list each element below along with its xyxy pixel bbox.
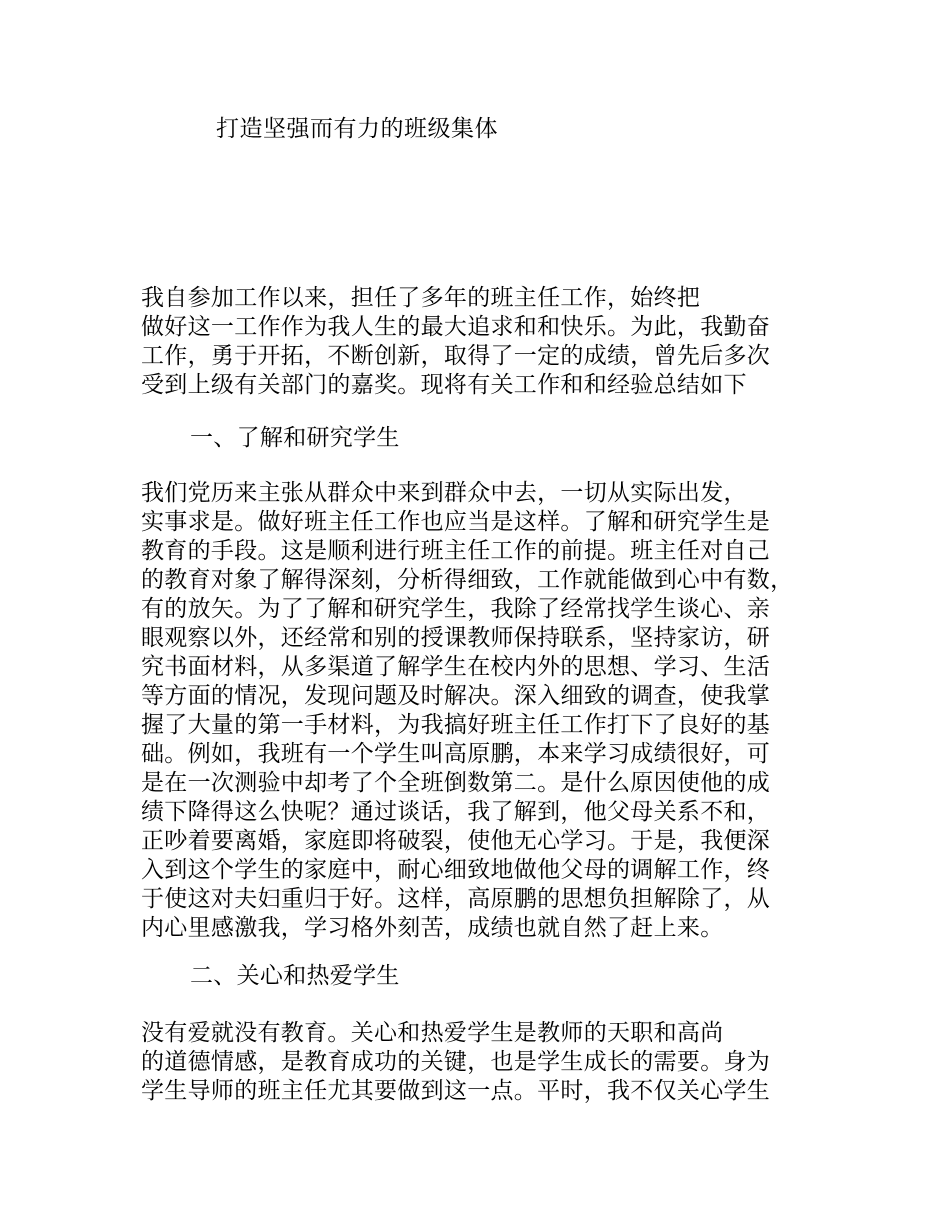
section-2-paragraph (141, 1019, 841, 1106)
paragraph-line: 没有爱就没有教育。关心和热爱学生是教师的天职和高尚 (141, 1020, 724, 1046)
paragraph-line: 我们党历来主张从群众中来到群众中去，一切从实际出发， (141, 480, 747, 506)
paragraph-line: 我自参加工作以来，担任了多年的班主任工作，始终把 (141, 285, 701, 311)
paragraph-line: 教育的手段。这是顺利进行班主任工作的前提。班主任对自己 (141, 538, 771, 564)
paragraph-line: 等方面的情况，发现问题及时解决。深入细致的调查，使我掌 (141, 683, 771, 709)
paragraph-line: 于使这对夫妇重归于好。这样，高原鹏的思想负担解除了，从 (141, 886, 771, 912)
document-title: 打造坚强而有力的班级集体 (216, 116, 498, 142)
paragraph-line: 究书面材料，从多渠道了解学生在校内外的思想、学习、生活 (141, 654, 771, 680)
paragraph-line: 眼观察以外，还经常和别的授课教师保持联系，坚持家访，研 (141, 625, 771, 651)
paragraph-line: 的教育对象了解得深刻，分析得细致，工作就能做到心中有数， (141, 567, 794, 593)
paragraph-line: 实事求是。做好班主任工作也应当是这样。了解和研究学生是 (141, 509, 771, 535)
paragraph-line: 握了大量的第一手材料，为我搞好班主任工作打下了良好的基 (141, 712, 771, 738)
paragraph-line: 绩下降得这么快呢？通过谈话，我了解到，他父母关系不和， (141, 799, 771, 825)
paragraph-line: 工作，勇于开拓，不断创新，取得了一定的成绩，曾先后多次 (141, 343, 771, 369)
paragraph-line: 的道德情感，是教育成功的关键，也是学生成长的需要。身为 (141, 1049, 771, 1075)
paragraph-line: 正吵着要离婚，家庭即将破裂，使他无心学习。于是，我便深 (141, 828, 771, 854)
paragraph-line: 入到这个学生的家庭中，耐心细致地做他父母的调解工作，终 (141, 857, 771, 883)
paragraph-line: 础。例如，我班有一个学生叫高原鹏，本来学习成绩很好，可 (141, 741, 771, 767)
paragraph-line: 做好这一工作作为我人生的最大追求和和快乐。为此，我勤奋 (141, 314, 771, 340)
paragraph-line: 内心里感激我，学习格外刻苦，成绩也就自然了赶上来。 (141, 915, 724, 941)
paragraph-line: 有的放矢。为了了解和研究学生，我除了经常找学生谈心、亲 (141, 596, 771, 622)
paragraph-line: 学生导师的班主任尤其要做到这一点。平时，我不仅关心学生 (141, 1078, 771, 1104)
section-1-paragraph (141, 479, 841, 943)
paragraph-line: 是在一次测验中却考了个全班倒数第二。是什么原因使他的成 (141, 770, 771, 796)
section-heading-1: 一、了解和研究学生 (190, 425, 400, 451)
section-heading-2: 二、关心和热爱学生 (190, 963, 400, 989)
intro-paragraph (141, 284, 841, 400)
paragraph-line: 受到上级有关部门的嘉奖。现将有关工作和和经验总结如下 (141, 372, 747, 398)
